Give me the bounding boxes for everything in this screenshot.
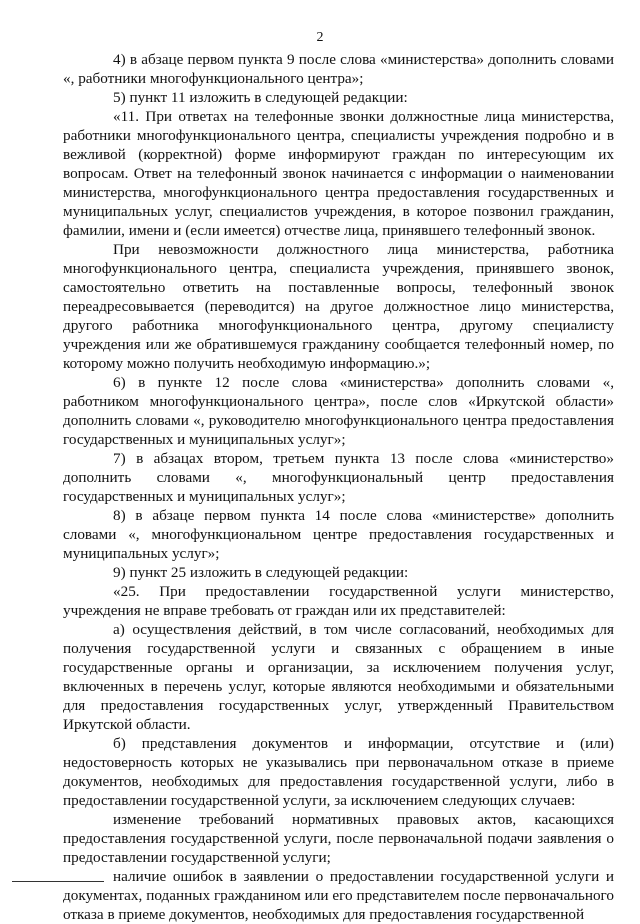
paragraph-item-9: 9) пункт 25 изложить в следующей редакции: <box>113 564 409 581</box>
paragraph-clause-11: «11. При ответах на телефонные звонки должностные лица министерства, работники многофункционального центра, специалисты учреждения подробно и в вежливой (корректной) форме информируют граждан по интересующим их вопросам. Ответ на телефонный звонок начинается с информации о наименовании министерства, многофункционального центра предоставления государственных и муниципальных услуг, специалистов учреждения, в которое позвонил гражданин, фамилии, имени и (если имеется) отчестве лица, принявшего телефонный звонок. <box>63 108 614 239</box>
paragraph-item-5: 5) пункт 11 изложить в следующей редакции: <box>113 89 408 106</box>
paragraph-item-7: 7) в абзацах втором, третьем пункта 13 после слова «министерство» дополнить словами «, многофункциональный центр предоставления государственных и муниципальных услуг»; <box>63 450 614 505</box>
paragraph-subclause-b: б) представления документов и информации, отсутствие и (или) недостоверность которых не указывались при первоначальном отказе в приеме документов, необходимых для предоставления государственной услуги, либо в предоставлении государственной услуги, за исключением следующих случаев: <box>63 735 614 809</box>
document-body <box>63 50 614 924</box>
paragraph-clause-25: «25. При предоставлении государственной услуги министерство, учреждения не вправе требовать от граждан или их представителей: <box>63 583 614 619</box>
footer-divider <box>12 881 104 882</box>
paragraph-subclause-a: а) осуществления действий, в том числе согласований, необходимых для получения государственной услуги и связанных с обращением в иные государственные органы и организации, за исключением получения услуг, включенных в перечень услуг, которые являются необходимыми и обязательными для предоставления государственных услуг, утвержденный Правительством Иркутской области. <box>63 621 614 733</box>
page-number: 2 <box>316 30 324 45</box>
paragraph-item-6: 6) в пункте 12 после слова «министерства» дополнить словами «, работником многофункционального центра», после слов «Иркутской области» дополнить словами «, руководителю многофункционального центра предоставления государственных и муниципальных услуг»; <box>63 374 614 448</box>
paragraph-item-4: 4) в абзаце первом пункта 9 после слова «министерства» дополнить словами «, работники многофункционального центра»; <box>63 51 614 87</box>
paragraph-clause-11-continued: При невозможности должностного лица министерства, работника многофункционального центра, специалиста учреждения, принявшего звонок, самостоятельно ответить на поставленные вопросы, телефонный звонок переадресовывается (переводится) на другое должностное лицо министерства, другого работника многофункционального центра, другому специалисту учреждения или же обратившемуся гражданину сообщается телефонный номер, по которому можно получить необходимую информацию.»; <box>63 241 614 372</box>
paragraph-case-requirements-change: изменение требований нормативных правовых актов, касающихся предоставления государственной услуги, после первоначальной подачи заявления о предоставлении государственной услуги; <box>63 811 614 866</box>
paragraph-case-errors: наличие ошибок в заявлении о предоставлении государственной услуги и документах, поданных гражданином или его представителем после первоначального отказа в приеме документов, необходимых для предоставления государственной <box>63 868 614 923</box>
paragraph-item-8: 8) в абзаце первом пункта 14 после слова «министерстве» дополнить словами «, многофункциональном центре предоставления государственных и муниципальных услуг»; <box>63 507 614 562</box>
